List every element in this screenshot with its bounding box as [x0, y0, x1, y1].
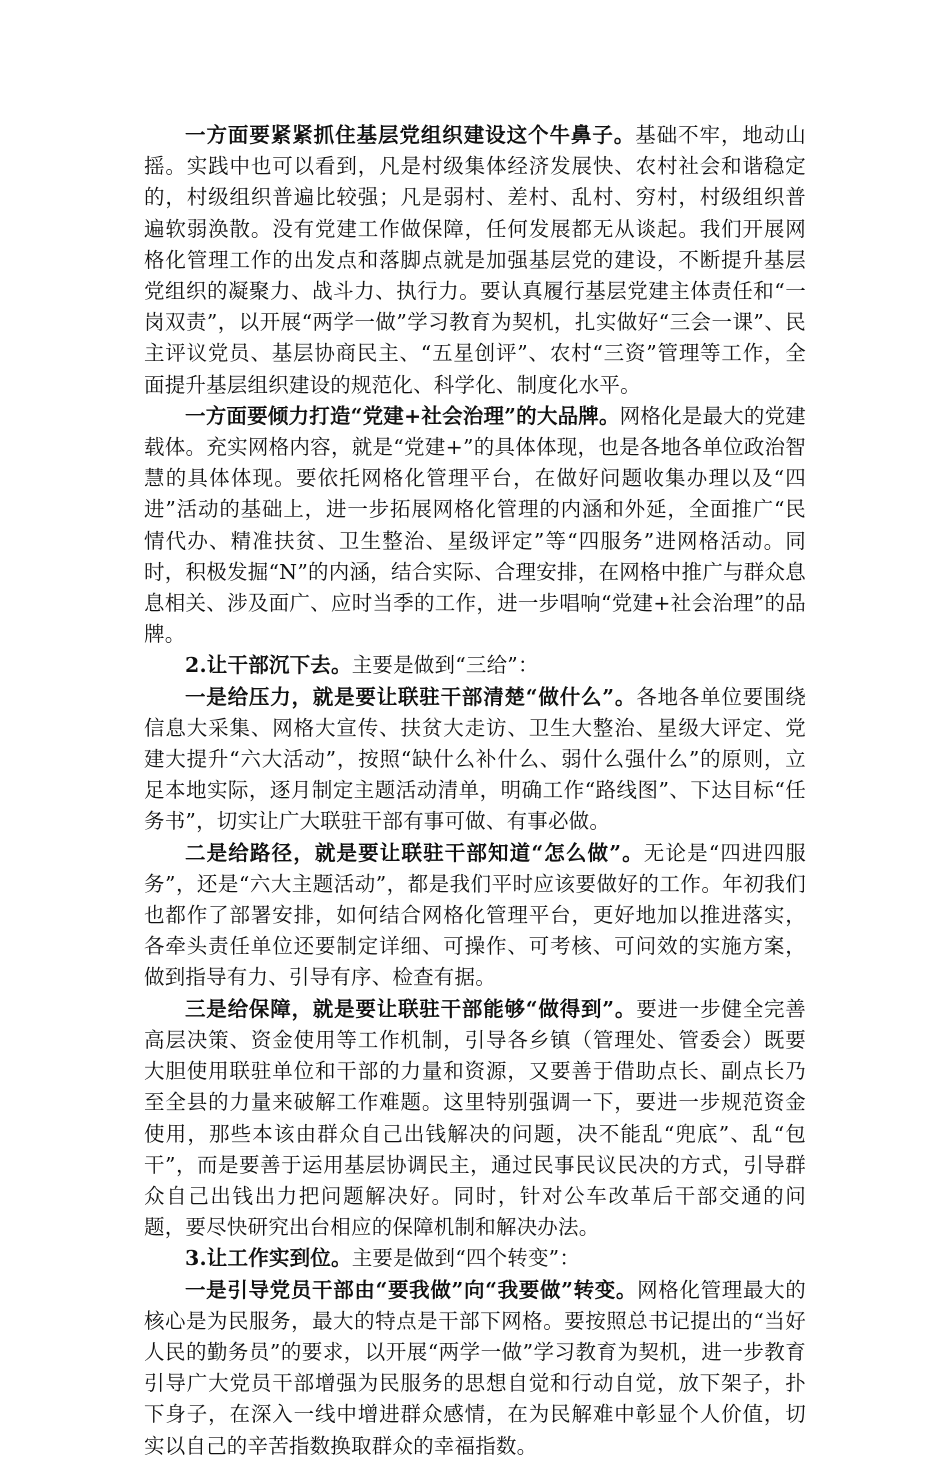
paragraph-body: 网格化管理最大的核心是为民服务，最大的特点是干部下网格。要按照总书记提出的“当好人民的勤务员”的要求，以开展“两学一做”学习教育为契机，进一步教育引导广大党员干部增强为民服务的思想自觉和行动自觉，放下架子，扑下身子，在深入一线中增进群众感情，在为民解难中彰显个人价值，切实以自己的辛苦指数换取群众的幸福指数。 [144, 1277, 807, 1458]
section-heading-body: 主要是做到“四个转变”： [351, 1246, 581, 1271]
paragraph-lead: 一方面要紧紧抓住基层党组织建设这个牛鼻子。 [185, 123, 636, 147]
section-heading-cadres [144, 650, 806, 681]
paragraph-body: 各地各单位要围绕信息大采集、网格大宣传、扶贫大走访、卫生大整治、星级大评定、党建大提升“六大活动”，按照“缺什么补什么、弱什么强什么”的原则，立足本地实际，逐月制定主题活动清单，明确工作“路线图”、下达目标“任务书”，切实让广大联驻干部有事可做、有事必做。 [144, 684, 806, 834]
paragraph-lead: 一是给压力，就是要让联驻干部清楚“做什么”。 [185, 684, 637, 709]
paragraph-give-guarantee [144, 994, 806, 1244]
section-heading-body: 主要是做到“三给”： [351, 653, 539, 678]
paragraph-lead: 一方面要倾力打造“党建+社会治理”的大品牌。 [185, 403, 620, 428]
document-page [144, 120, 806, 1462]
paragraph-lead: 一是引导党员干部由“要我做”向“我要做”转变。 [185, 1277, 638, 1302]
paragraph-body: 无论是“四进四服务”，还是“六大主题活动”，都是我们平时应该要做好的工作。年初我们也都作了部署安排，如何结合网格化管理平台，更好地加以推进落实，各牵头责任单位还要制定详细、可操作、可考核、可问效的实施方案，做到指导有力、引导有序、检查有据。 [144, 840, 806, 990]
paragraph-body: 要进一步健全完善高层决策、资金使用等工作机制，引导各乡镇（管理处、管委会）既要大胆使用联驻单位和干部的力量和资源，又要善于借助点长、副点长乃至全县的力量来破解工作难题。这里特别强调一下，要进一步规范资金使用，那些本该由群众自己出钱解决的问题，决不能乱“兜底”、乱“包干”，而是要善于运用基层协调民主，通过民事民议民决的方式，引导群众自己出钱出力把问题解决好。同时，针对公车改革后干部交通的问题，要尽快研究出台相应的保障机制和解决办法。 [144, 996, 806, 1240]
paragraph-lead: 三是给保障，就是要让联驻干部能够“做得到”。 [185, 996, 637, 1021]
section-heading-lead: 3.让工作实到位。 [185, 1246, 352, 1271]
paragraph-lead: 二是给路径，就是要让联驻干部知道“怎么做”。 [185, 840, 644, 865]
paragraph-party-building-core [144, 120, 806, 401]
section-heading-work [144, 1243, 806, 1274]
paragraph-give-pressure [144, 682, 806, 838]
paragraph-body: 基础不牢，地动山摇。实践中也可以看到，凡是村级集体经济发展快、农村社会和谐稳定的，村级组织普遍比较强；凡是弱村、差村、乱村、穷村，村级组织普遍软弱涣散。没有党建工作做保障，任何发展都无从谈起。我们开展网格化管理工作的出发点和落脚点就是加强基层党的建设，不断提升基层党组织的凝聚力、战斗力、执行力。要认真履行基层党建主体责任和“一岗双责”，以开展“两学一做”学习教育为契机，扎实做好“三会一课”、民主评议党员、基层协商民主、“五星创评”、农村“三资”管理等工作，全面提升基层组织建设的规范化、科学化、制度化水平。 [144, 123, 806, 397]
section-heading-lead: 2.让干部沉下去。 [185, 653, 352, 678]
paragraph-transform-attitude [144, 1275, 806, 1462]
paragraph-party-building-brand [144, 401, 806, 651]
paragraph-body: 网格化是最大的党建载体。充实网格内容，就是“党建+”的具体体现，也是各地各单位政治智慧的具体体现。要依托网格化管理平台，在做好问题收集办理以及“四进”活动的基础上，进一步拓展网格化管理的内涵和外延，全面推广“民情代办、精准扶贫、卫生整治、星级评定”等“四服务”进网格活动。同时，积极发掘“N”的内涵，结合实际、合理安排，在网格中推广与群众息息相关、涉及面广、应时当季的工作，进一步唱响“党建+社会治理”的品牌。 [144, 403, 806, 647]
paragraph-give-path [144, 838, 806, 994]
